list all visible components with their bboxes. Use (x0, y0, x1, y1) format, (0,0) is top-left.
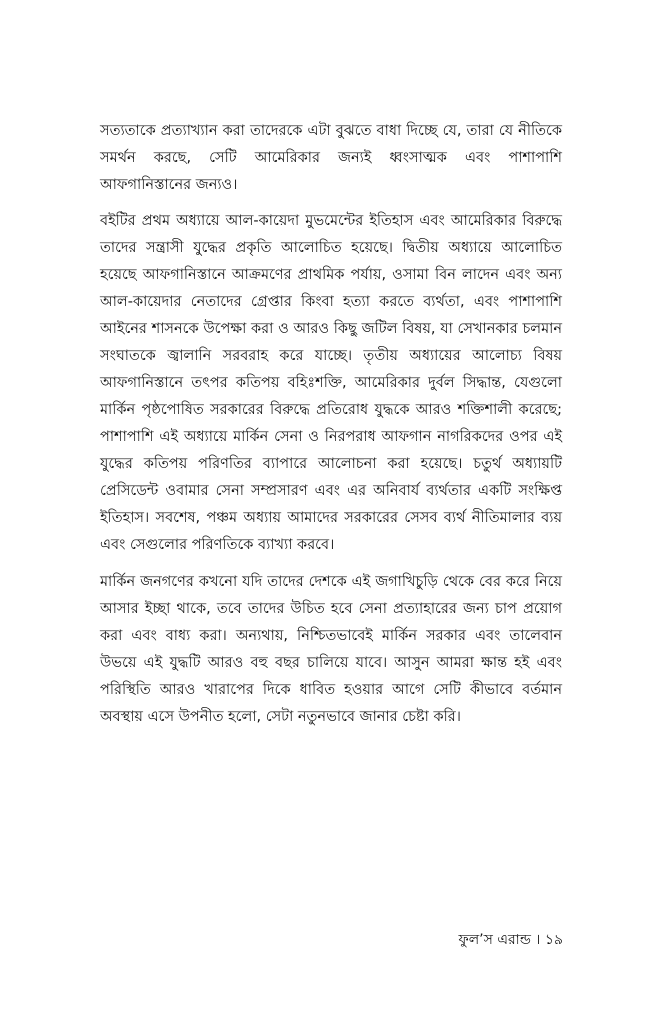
paragraph-1: সত্যতাকে প্রত্যাখ্যান করা তাদেরকে এটা বুঝতে বাধা দিচ্ছে যে, তারা যে নীতিকে সমর্থন করছে, সেটি আমেরিকার জন্যই ধ্বংসাত্মক এবং পাশাপাশি আফগানিস্তানের জন্যও। (100, 123, 562, 193)
page-footer: ফুল’স এরান্ড । ১৯ (458, 932, 563, 948)
paragraph-3: মার্কিন জনগণের কখনো যদি তাদের দেশকে এই জগাখিচুড়ি থেকে বের করে নিয়ে আসার ইচ্ছা থাকে, তবে তাদের উচিত হবে সেনা প্রত্যাহারের জন্য চাপ প্রয়োগ করা এবং বাধ্য করা। অন্যথায়, নিশ্চিতভাবেই মার্কিন সরকার এবং তালেবান উভয়ে এই যুদ্ধটি আরও বহু বছর চালিয়ে যাবে। আসুন আমরা ক্ষান্ত হই এবং পরিস্থিতি আরও খারাপের দিকে ধাবিত হওয়ার আগে সেটি কীভাবে বর্তমান অবস্থায় এসে উপনীত হলো, সেটা নতুনভাবে জানার চেষ্টা করি। (100, 574, 562, 725)
paragraph-2: বইটির প্রথম অধ্যায়ে আল-কায়েদা মুভমেন্টের ইতিহাস এবং আমেরিকার বিরুদ্ধে তাদের সন্ত্রাসী যুদ্ধের প্রকৃতি আলোচিত হয়েছে। দ্বিতীয় অধ্যায়ে আলোচিত হয়েছে আফগানিস্তানে আক্রমণের প্রাথমিক পর্যায়, ওসামা বিন লাদেন এবং অন্য আল-কায়েদার নেতাদের গ্রেপ্তার কিংবা হত্যা করতে ব্যর্থতা, এবং পাশাপাশি আইনের শাসনকে উপেক্ষা করা ও আরও কিছু জটিল বিষয়, যা সেখানকার চলমান সংঘাতকে জ্বালানি সরবরাহ করে যাচ্ছে। তৃতীয় অধ্যায়ের আলোচ্য বিষয় আফগানিস্তানে তৎপর কতিপয় বহিঃশক্তি, আমেরিকার দুর্বল সিদ্ধান্ত, যেগুলো মার্কিন পৃষ্ঠপোষিত সরকারের বিরুদ্ধে প্রতিরোধ যুদ্ধকে আরও শক্তিশালী করেছে; পাশাপাশি এই অধ্যায়ে মার্কিন সেনা ও নিরপরাধ আফগান নাগরিকদের ওপর এই যুদ্ধের কতিপয় পরিণতির ব্যাপারে আলোচনা করা হয়েছে। চতুর্থ অধ্যায়টি প্রেসিডেন্ট ওবামার সেনা সম্প্রসারণ এবং এর অনিবার্য ব্যর্থতার একটি সংক্ষিপ্ত ইতিহাস। সবশেষ, পঞ্চম অধ্যায় আমাদের সরকারের সেসব ব্যর্থ নীতিমালার ব্যয় এবং সেগুলোর পরিণতিকে ব্যাখ্যা করবে। (100, 213, 562, 553)
